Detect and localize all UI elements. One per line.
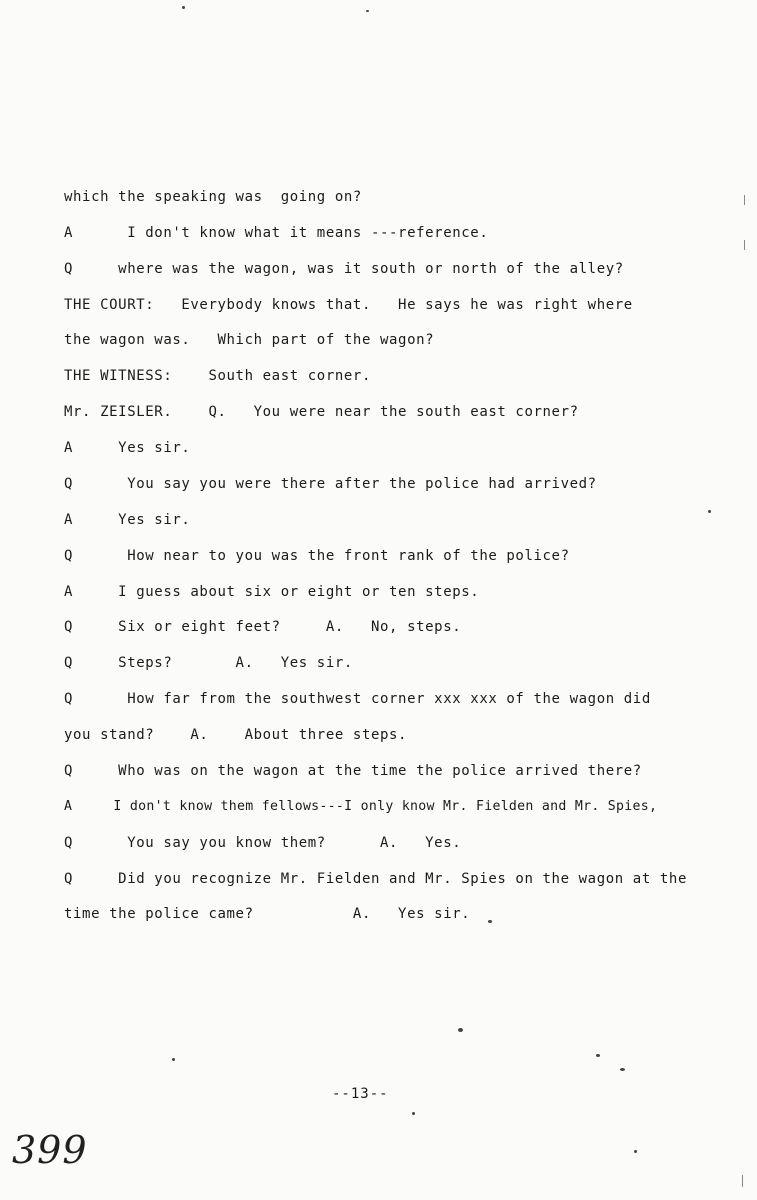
transcript-line: the wagon was. Which part of the wagon? bbox=[64, 332, 435, 348]
transcript-line: time the police came? A. Yes sir. bbox=[64, 906, 471, 922]
transcript-line: Q Who was on the wagon at the time the police arrived there? bbox=[64, 763, 642, 779]
scan-speck bbox=[412, 1112, 415, 1115]
scan-speck bbox=[708, 510, 711, 513]
transcript-line: A I guess about six or eight or ten steps. bbox=[64, 584, 480, 600]
scan-speck bbox=[634, 1150, 637, 1153]
transcript-line: Mr. ZEISLER. Q. You were near the south east corner? bbox=[64, 404, 579, 420]
edge-mark bbox=[744, 240, 745, 250]
page-number: --13-- bbox=[332, 1086, 389, 1102]
scan-speck bbox=[458, 1028, 463, 1032]
transcript-line: Q where was the wagon, was it south or north of the alley? bbox=[64, 261, 624, 277]
handwritten-folio-number: 399 bbox=[12, 1128, 88, 1172]
transcript-line: THE COURT: Everybody knows that. He says he was right where bbox=[64, 297, 633, 313]
transcript-line: THE WITNESS: South east corner. bbox=[64, 368, 371, 384]
transcript-line: you stand? A. About three steps. bbox=[64, 727, 408, 743]
scan-speck bbox=[172, 1058, 175, 1061]
transcript-line: A I don't know what it means ---reference. bbox=[64, 225, 489, 241]
scan-speck bbox=[488, 920, 492, 923]
transcript-line: Q Six or eight feet? A. No, steps. bbox=[64, 619, 462, 635]
transcript-line: Q Did you recognize Mr. Fielden and Mr. Spies on the wagon at the bbox=[64, 871, 687, 887]
scan-speck bbox=[366, 10, 369, 12]
transcript-line: which the speaking was going on? bbox=[64, 189, 362, 205]
transcript-line: A I don't know them fellows---I only know Mr. Fielden and Mr. Spies, bbox=[64, 799, 658, 814]
transcript-line: Q Steps? A. Yes sir. bbox=[64, 655, 353, 671]
transcript-line: A Yes sir. bbox=[64, 512, 191, 528]
transcript-line: A Yes sir. bbox=[64, 440, 191, 456]
transcript-line: Q You say you know them? A. Yes. bbox=[64, 835, 462, 851]
scan-speck bbox=[620, 1068, 625, 1071]
scan-speck bbox=[596, 1054, 600, 1057]
scan-speck bbox=[182, 6, 185, 9]
transcript-line: Q You say you were there after the police had arrived? bbox=[64, 476, 597, 492]
transcript-line: Q How far from the southwest corner xxx xxx of the wagon did bbox=[64, 691, 651, 707]
edge-mark bbox=[744, 195, 745, 205]
edge-mark bbox=[742, 1175, 743, 1187]
transcript-line: Q How near to you was the front rank of the police? bbox=[64, 548, 570, 564]
